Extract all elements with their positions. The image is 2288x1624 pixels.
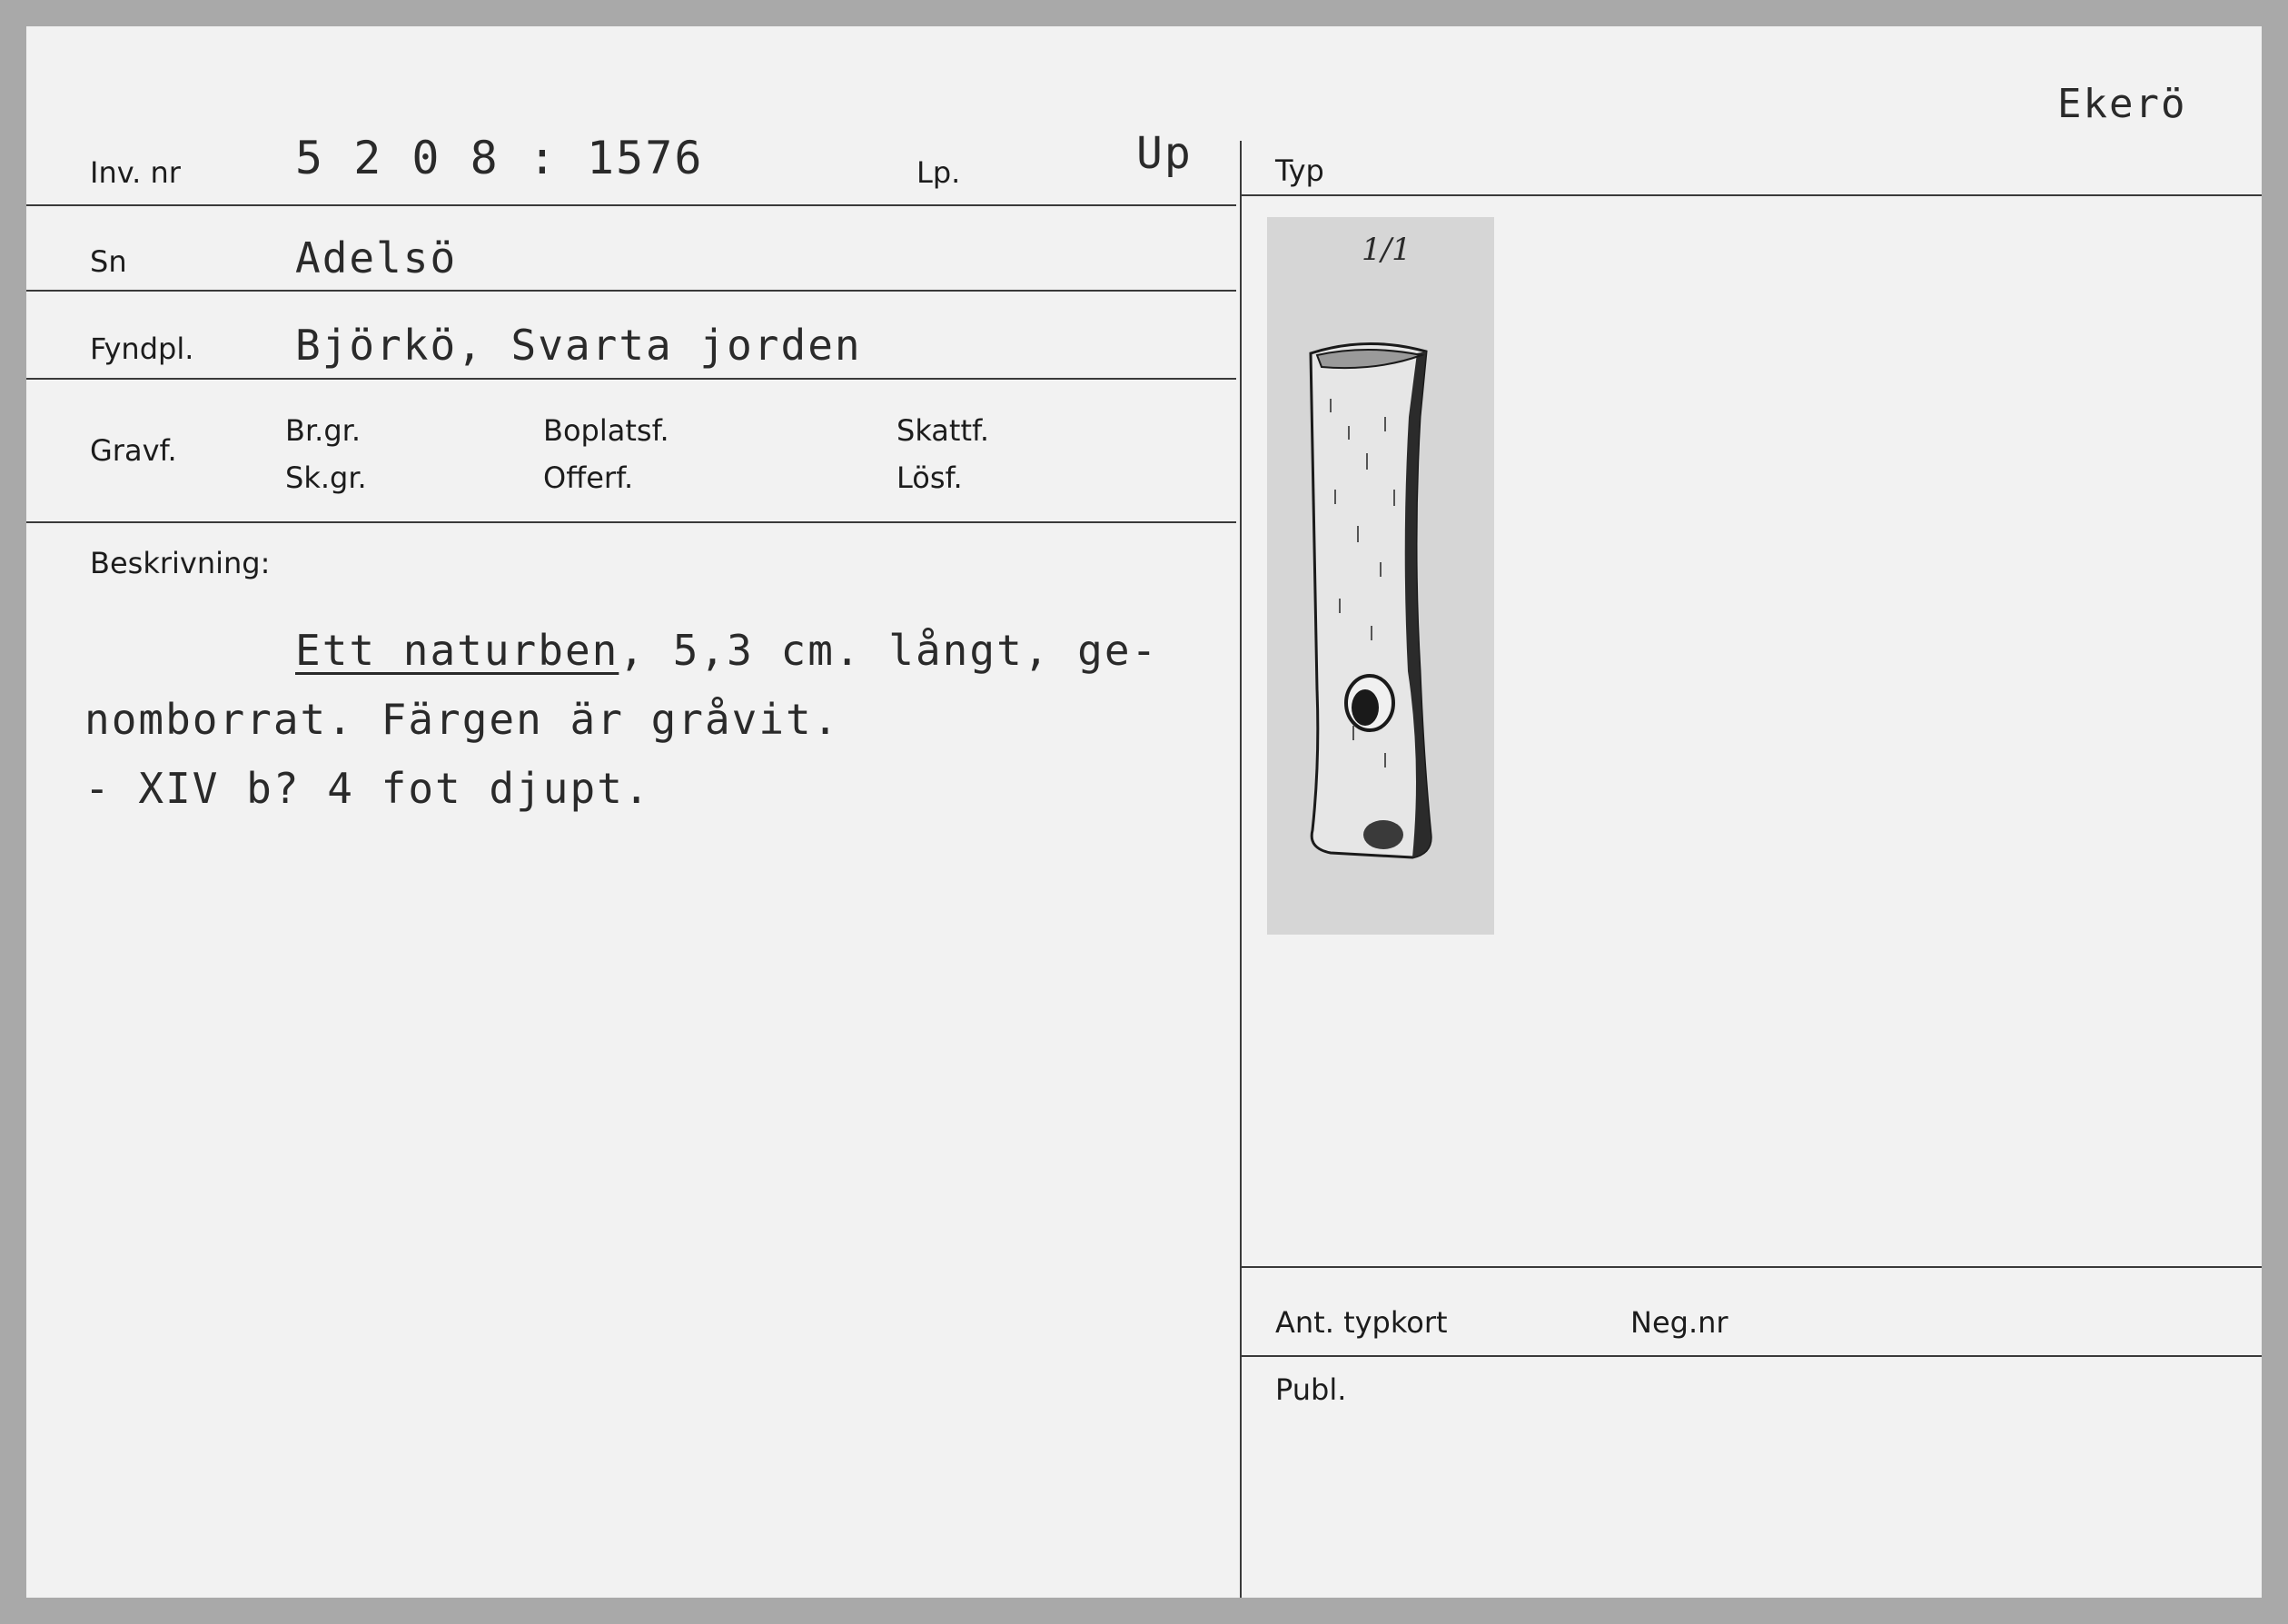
brgr-label: Br.gr. [285, 413, 362, 448]
inv-nr-label: Inv. nr [90, 155, 181, 190]
description-line-1 [295, 626, 1158, 675]
neg-nr-label: Neg.nr [1630, 1305, 1728, 1340]
typ-label: Typ [1275, 153, 1324, 188]
rule-3 [26, 378, 1236, 380]
gravf-label: Gravf. [90, 433, 177, 468]
rule-1-left [26, 204, 1236, 206]
rule-2 [26, 290, 1236, 292]
rule-4 [26, 521, 1236, 523]
region-value: Ekerö [2057, 81, 2187, 127]
skattf-label: Skattf. [896, 413, 990, 448]
boplatsf-label: Boplatsf. [543, 413, 669, 448]
offerf-label: Offerf. [543, 460, 634, 495]
description-line-1-rest: , 5,3 cm. långt, ge- [619, 626, 1159, 675]
column-divider [1240, 141, 1242, 1598]
fyndpl-label: Fyndpl. [90, 332, 194, 366]
rule-1-right [1242, 194, 2262, 196]
description-line-2: nomborrat. Färgen är gråvit. [84, 695, 840, 744]
publ-label: Publ. [1275, 1372, 1347, 1407]
inv-nr-value: 5 2 0 8 : 1576 [295, 132, 704, 184]
ant-typkort-label: Ant. typkort [1275, 1305, 1448, 1340]
lp-value: Up [1136, 128, 1193, 179]
sn-label: Sn [90, 244, 127, 279]
beskrivning-label: Beskrivning: [90, 546, 271, 580]
artifact-drawing-panel [1267, 217, 1494, 935]
rule-right-lower-2 [1242, 1355, 2262, 1357]
lp-label: Lp. [916, 155, 961, 190]
losf-label: Lösf. [896, 460, 963, 495]
rule-right-lower-1 [1242, 1266, 2262, 1268]
fyndpl-value: Björkö, Svarta jorden [295, 321, 862, 370]
scale-note: 1/1 [1362, 232, 1411, 268]
bone-artifact-drawing [1267, 217, 1494, 935]
description-underlined: Ett naturben [295, 626, 619, 675]
description-line-3: - XIV b? 4 fot djupt. [84, 764, 651, 813]
sn-value: Adelsö [295, 233, 458, 282]
catalog-card [26, 26, 2262, 1598]
skgr-label: Sk.gr. [285, 460, 367, 495]
